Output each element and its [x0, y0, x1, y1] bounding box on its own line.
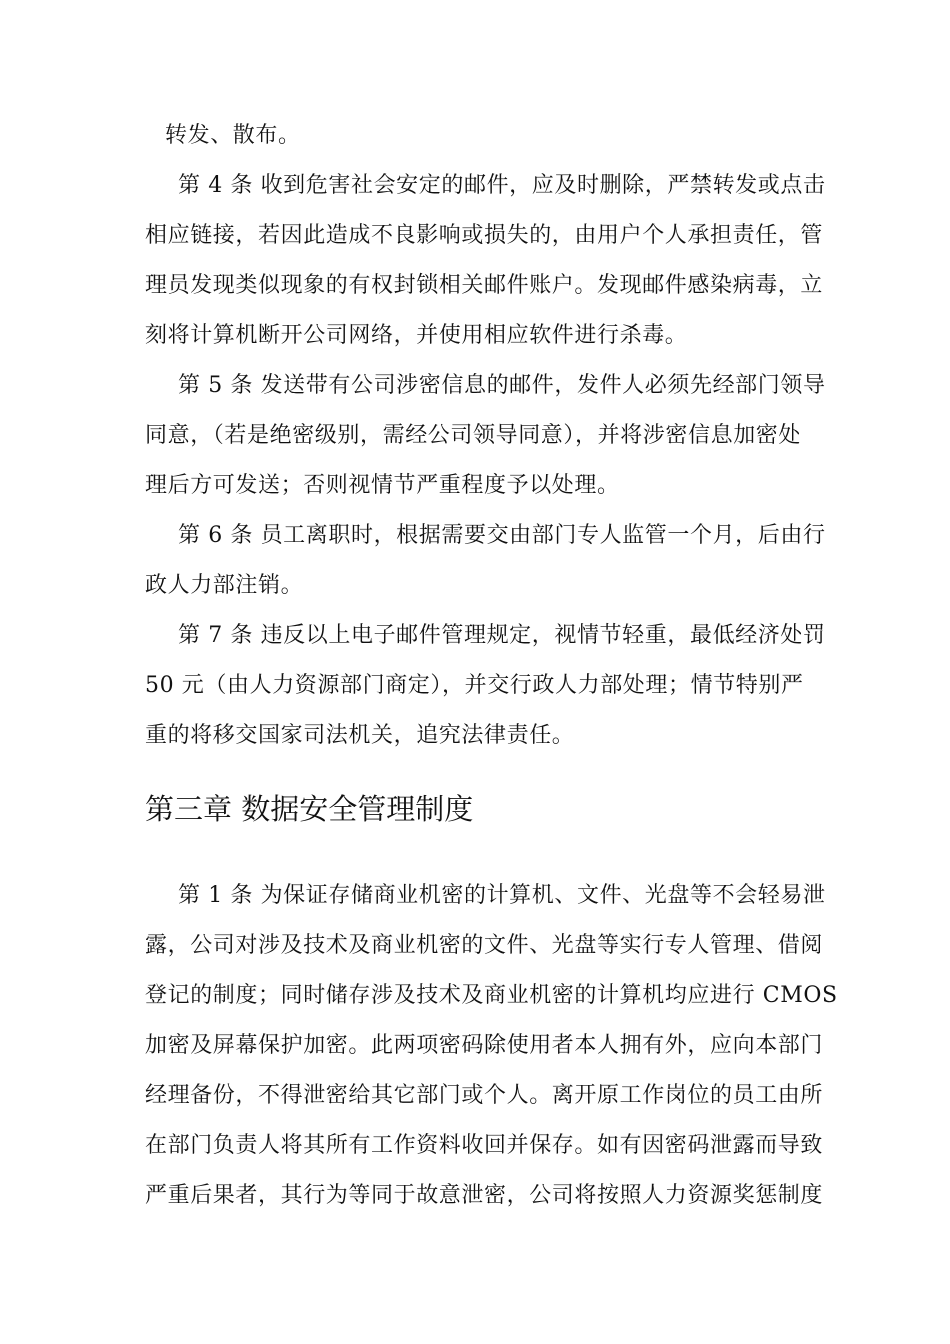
paragraph-line: 相应链接，若因此造成不良影响或损失的，由用户个人承担责任，管 — [145, 223, 824, 248]
paragraph-line: 重的将移交国家司法机关，追究法律责任。 — [145, 723, 575, 748]
article-6-line: 第 6 条 员工离职时，根据需要交由部门专人监管一个月，后由行 — [178, 523, 826, 548]
paragraph-line: 加密及屏幕保护加密。此两项密码除使用者本人拥有外，应向本部门 — [145, 1033, 824, 1058]
article-5-line: 第 5 条 发送带有公司涉密信息的邮件，发件人必须先经部门领导 — [178, 373, 826, 398]
paragraph-line: 50 元（由人力资源部门商定），并交行政人力部处理；情节特别严 — [145, 673, 804, 698]
paragraph-line: 在部门负责人将其所有工作资料收回并保存。如有因密码泄露而导致 — [145, 1133, 824, 1158]
paragraph-line: 政人力部注销。 — [145, 573, 304, 598]
paragraph-line: 刻将计算机断开公司网络，并使用相应软件进行杀毒。 — [145, 323, 688, 348]
chapter-article-1-line: 第 1 条 为保证存储商业机密的计算机、文件、光盘等不会轻易泄 — [178, 883, 826, 908]
paragraph-line: 理员发现类似现象的有权封锁相关邮件账户。发现邮件感染病毒，立 — [145, 273, 824, 298]
paragraph-line: 同意，（若是绝密级别，需经公司领导同意），并将涉密信息加密处 — [145, 423, 802, 448]
paragraph-line: 登记的制度；同时储存涉及技术及商业机密的计算机均应进行 CMOS — [145, 983, 838, 1008]
paragraph-line: 露，公司对涉及技术及商业机密的文件、光盘等实行专人管理、借阅 — [145, 933, 824, 958]
article-4-line: 第 4 条 收到危害社会安定的邮件，应及时删除，严禁转发或点击 — [178, 173, 826, 198]
paragraph-line: 严重后果者，其行为等同于故意泄密，公司将按照人力资源奖惩制度 — [145, 1183, 824, 1208]
paragraph-line: 理后方可发送；否则视情节严重程度予以处理。 — [145, 473, 620, 498]
paragraph-line: 经理备份，不得泄密给其它部门或个人。离开原工作岗位的员工由所 — [145, 1083, 824, 1108]
paragraph-line: 转发、散布。 — [165, 123, 301, 148]
article-7-line: 第 7 条 违反以上电子邮件管理规定，视情节轻重，最低经济处罚 — [178, 623, 826, 648]
chapter-heading: 第三章 数据安全管理制度 — [145, 792, 474, 826]
